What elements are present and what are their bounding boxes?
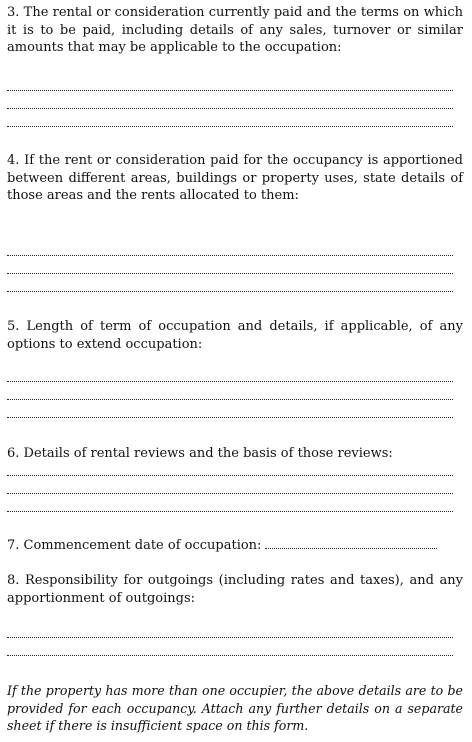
item-7-row (7, 537, 463, 555)
item-4-answer-line-2[interactable] (7, 272, 453, 274)
item-5-answer-line-3[interactable] (7, 416, 453, 418)
item-5-question: 5. Length of term of occupation and details, if applicable, of any options to extend occupation: (7, 319, 463, 352)
item-6-question: 6. Details of rental reviews and the basis of those reviews: (7, 446, 393, 461)
item-3-answer-line-2[interactable] (7, 107, 453, 109)
item-4-answer-line-3[interactable] (7, 290, 453, 292)
item-8-answer-line-2[interactable] (7, 654, 453, 656)
item-4-answer-line-1[interactable] (7, 254, 453, 256)
item-4-question: 4. If the rent or consideration paid for the occupancy is apportioned between different areas, buildings or property uses, state details of those areas and the rents allocated to them: (7, 153, 463, 203)
item-5-answer-line-2[interactable] (7, 398, 453, 400)
item-3-question: 3. The rental or consideration currently paid and the terms on which it is to be paid, including details of any sales, turnover or similar amounts that may be applicable to the occupation: (7, 5, 463, 55)
item-7-answer-line[interactable] (265, 547, 437, 549)
item-3-answer-line-3[interactable] (7, 125, 453, 127)
item-5-answer-line-1[interactable] (7, 380, 453, 382)
item-3-answer-line-1[interactable] (7, 89, 453, 91)
item-8-question: 8. Responsibility for outgoings (including rates and taxes), and any apportionment of outgoings: (7, 573, 463, 606)
item-6-answer-line-2[interactable] (7, 492, 453, 494)
item-7-question: 7. Commencement date of occupation: (7, 538, 262, 553)
item-6-answer-line-1[interactable] (7, 474, 453, 476)
occupancy-note: If the property has more than one occupier, the above details are to be provided for each occupancy. Attach any further details on a separate sheet if there is insufficient space on this form. (7, 683, 463, 733)
item-6-answer-line-3[interactable] (7, 510, 453, 512)
item-8-answer-line-1[interactable] (7, 636, 453, 638)
